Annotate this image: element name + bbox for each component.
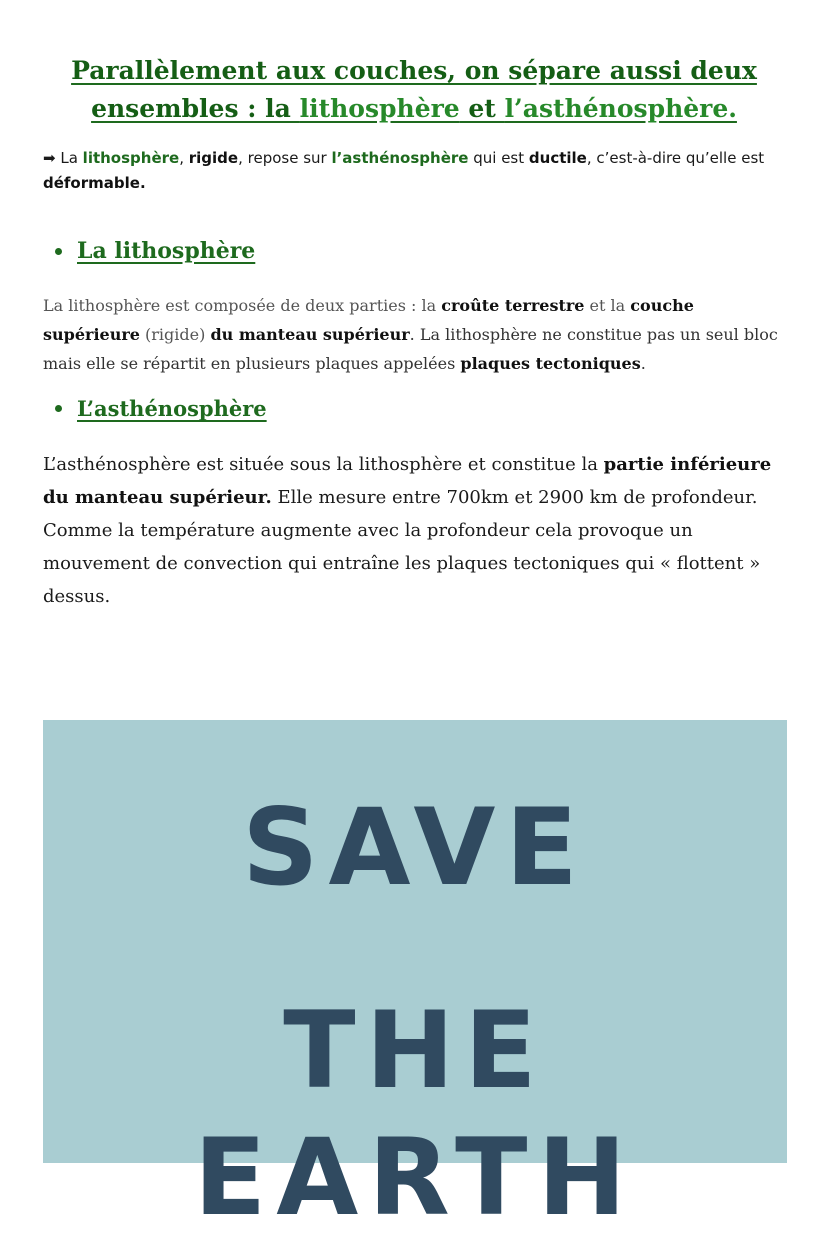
paragraph-text: et la: [584, 296, 631, 315]
intro-text: , c’est-à-dire qu’elle est: [586, 149, 765, 167]
section-heading-lithosphere: [55, 238, 255, 264]
paragraph-text: (rigide): [139, 325, 211, 344]
arrow-right-icon: ➡: [43, 149, 56, 167]
intro-text: ,: [179, 149, 189, 167]
paragraph-text: Elle mesure entre 700km et 2900 km de profondeur. Comme la température augmente avec la profondeur cela provoque un mouvement de convection qui entraîne les plaques tectoniques qui « flottent » dessus.: [43, 487, 761, 607]
term-plaques: plaques tectoniques: [460, 354, 641, 373]
title-connector: et: [459, 94, 505, 123]
intro-text: La: [55, 149, 83, 167]
intro-text: , repose sur: [238, 149, 332, 167]
paragraph-text: . La lithosphère ne constitue pas un seul bloc mais elle se répartit en plusieurs plaques appelées: [43, 325, 778, 373]
paragraph-text: La lithosphère est composée de deux parties : la: [43, 296, 442, 315]
intro-term-asthenosphere: l’asthénosphère: [331, 149, 469, 167]
save-the-earth-poster-image: [43, 720, 787, 1239]
bullet-dot-icon: [55, 248, 62, 255]
poster-line-2: THE: [283, 989, 547, 1112]
paragraph-text: .: [640, 354, 646, 373]
asthenosphere-paragraph: [43, 448, 788, 613]
term-partie-inferieure: partie inférieure du manteau supérieur.: [43, 454, 772, 508]
title-term-asthenosphere: l’asthénosphère.: [504, 94, 737, 123]
intro-term-rigide: rigide: [188, 149, 239, 167]
page-title: [60, 52, 768, 128]
section-title: L’asthénosphère: [77, 396, 267, 421]
section-title: La lithosphère: [77, 238, 256, 264]
poster-line-1: SAVE: [242, 786, 588, 909]
intro-term-deformable: déformable.: [43, 174, 146, 192]
title-text: Parallèlement aux couches, on sépare aussi deux ensembles : la: [71, 56, 757, 123]
section-heading-asthenosphere: [55, 396, 267, 421]
intro-text: qui est: [468, 149, 529, 167]
bullet-dot-icon: [55, 405, 62, 412]
intro-term-ductile: ductile: [528, 149, 587, 167]
term-couche: couche supérieure: [43, 296, 694, 344]
intro-term-lithosphere: lithosphère: [82, 149, 180, 167]
poster-line-3: EARTH: [193, 1116, 637, 1239]
term-manteau: du manteau supérieur: [210, 325, 410, 344]
title-term-lithosphere: lithosphère: [299, 94, 460, 123]
lithosphere-paragraph: [43, 291, 788, 378]
term-croute: croûte terrestre: [441, 296, 585, 315]
paragraph-text: L’asthénosphère est située sous la lithosphère et constitue la: [43, 454, 604, 475]
intro-paragraph: [43, 146, 785, 196]
